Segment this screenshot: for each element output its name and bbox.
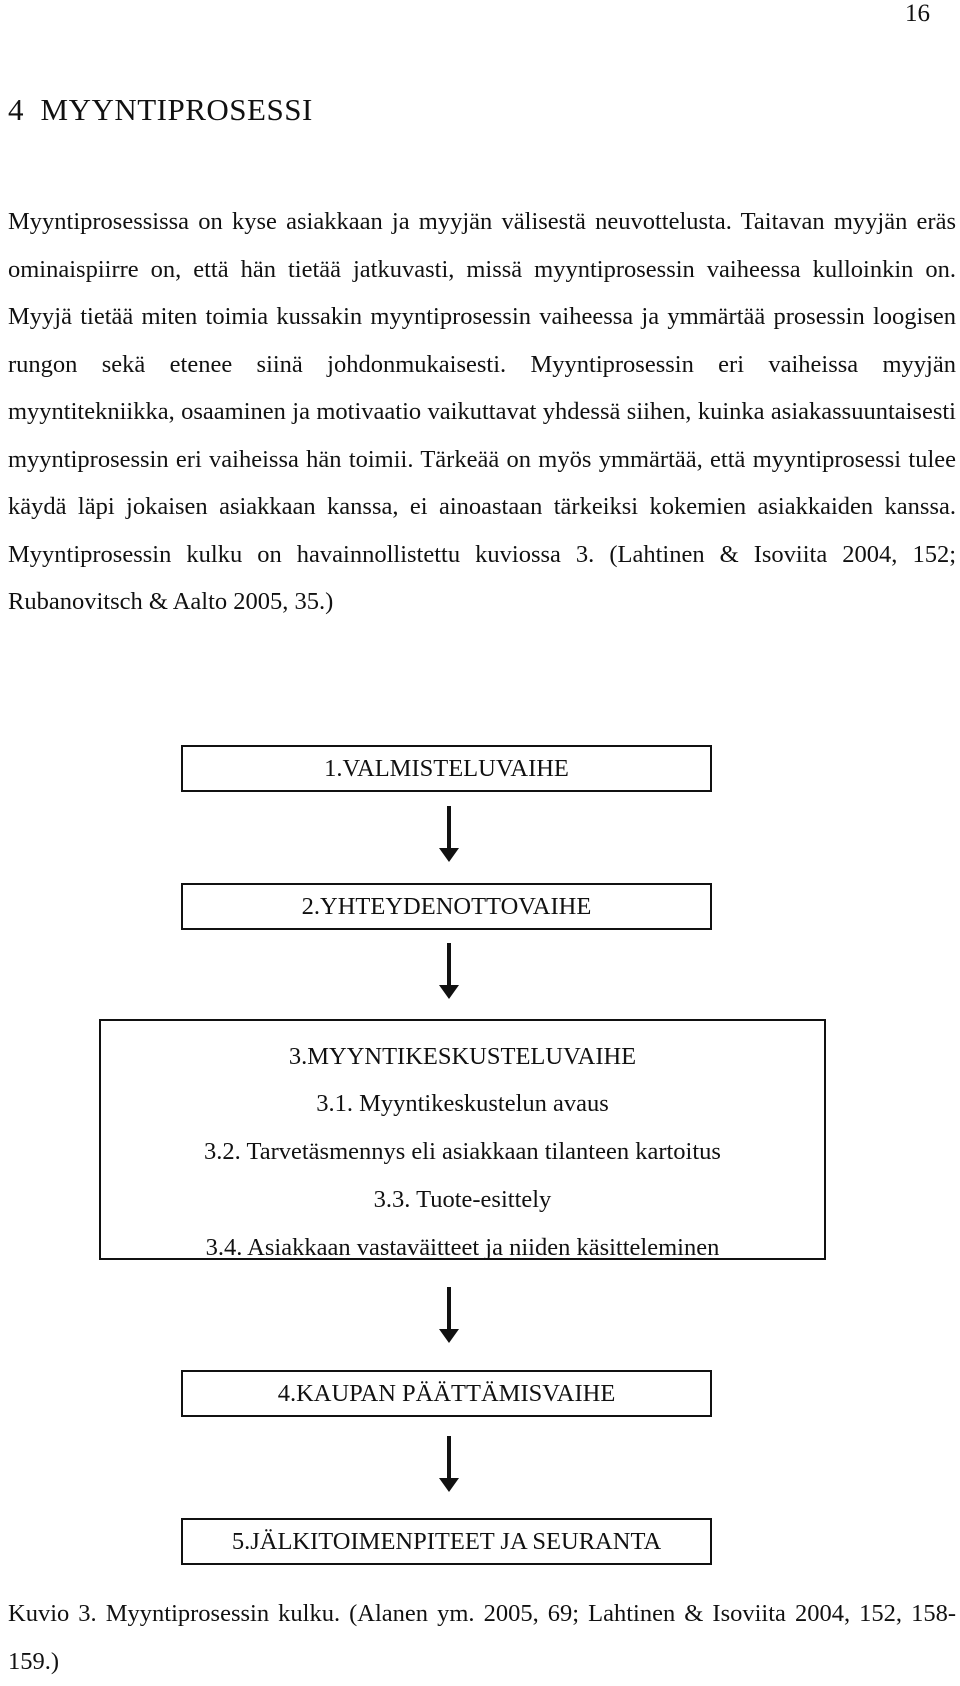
figure-caption: Kuvio 3. Myyntiprosessin kulku. (Alanen ym. 2005, 69; Lahtinen & Isoviita 2004, 152, 158-159.) — [8, 1600, 956, 1675]
chapter-heading: 4 MYYNTIPROSESSI — [8, 92, 313, 127]
substep-3-2: 3.2. Tarvetäsmennys eli asiakkaan tilanteen kartoitus — [204, 1138, 721, 1165]
arrow-down-icon — [439, 943, 459, 999]
substep-3-1: 3.1. Myyntikeskustelun avaus — [316, 1090, 609, 1117]
step-1-title: 1.VALMISTELUVAIHE — [324, 754, 569, 782]
step-4-title: 4.KAUPAN PÄÄTTÄMISVAIHE — [277, 1379, 616, 1407]
step-4-box — [181, 1370, 712, 1417]
step-5-box — [181, 1518, 712, 1565]
step-3-title: 3.MYYNTIKESKUSTELUVAIHE — [288, 1043, 637, 1070]
page-number: 16 — [905, 0, 930, 27]
step-2-title: 2.YHTEYDENOTTOVAIHE — [301, 892, 592, 920]
arrow-down-icon — [439, 1287, 459, 1343]
body-paragraph: Myyntiprosessissa on kyse asiakkaan ja myyjän välisestä neuvottelusta. Taitavan myyjän eräs ominaispiirre on, että hän tietää jatkuvasti, missä myyntiprosessin vaiheessa kulloinkin on. Myyjä tietää miten toimia kussakin myyntiprosessin vaiheessa ja ymmärtää prosessin loogisen rungon sekä etenee siinä johdonmukaisesti. Myyntiprosessin eri vaiheissa myyjän myyntitekniikka, osaaminen ja motivaatio vaikuttavat yhdessä siihen, kuinka asiakassuuntaisesti myyntiprosessin eri vaiheissa hän toimii. Tärkeää on myös ymmärtää, että myyntiprosessi tulee käydä läpi jokaisen asiakkaan kanssa, ei ainoastaan tärkeiksi kokemien asiakkaiden kanssa. Myyntiprosessin kulku on havainnollistettu kuviossa 3. (Lahtinen & Isoviita 2004, 152; Rubanovitsch & Aalto 2005, 35.) — [8, 208, 956, 615]
arrow-down-icon — [439, 1436, 459, 1492]
substep-3-3: 3.3. Tuote-esittely — [373, 1186, 552, 1213]
step-5-title: 5.JÄLKITOIMENPITEET JA SEURANTA — [231, 1527, 662, 1555]
step-3-box — [99, 1019, 826, 1260]
step-1-box — [181, 745, 712, 792]
step-2-box — [181, 883, 712, 930]
arrow-down-icon — [439, 806, 459, 862]
substep-3-4: 3.4. Asiakkaan vastaväitteet ja niiden käsitteleminen — [205, 1234, 720, 1261]
